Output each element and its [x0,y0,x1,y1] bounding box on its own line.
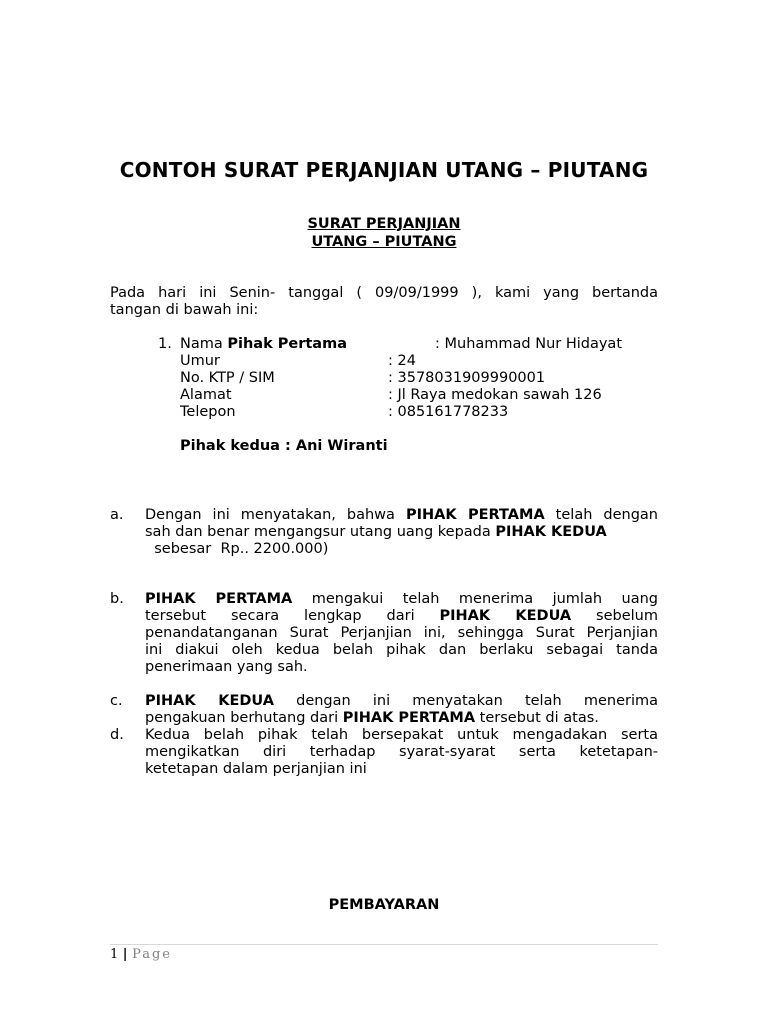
page-number: 1 [110,947,119,962]
clause-c-text: pengakuan berhutang dari [145,710,343,726]
clause-c-marker: c. [110,693,123,709]
clause-b-line-3: penandatanganan Surat Perjanjian ini, sehingga Surat Perjanjian [145,625,658,641]
clause-b-text: mengakui telah menerima jumlah uang [292,591,658,607]
intro-line-2: tangan di bawah ini: [110,302,259,318]
clause-b-bold: PIHAK PERTAMA [145,591,293,607]
subtitle-line-1: SURAT PERJANJIAN [307,216,461,232]
page-footer [110,947,172,962]
party-one-ktp-value: : 3578031909990001 [388,370,546,386]
clause-d-line-2: mengikatkan diri terhadap syarat-syarat serta ketetapan- [145,744,658,760]
clause-c-line-1 [145,693,658,710]
clause-b-bold: PIHAK KEDUA [439,608,572,624]
party-one-ktp-label: No. KTP / SIM [180,370,275,386]
clause-b-line-4: ini diakui oleh kedua belah pihak dan berlaku sebagai tanda [145,642,658,658]
intro-line-1: Pada hari ini Senin- tanggal ( 09/09/1999 ), kami yang bertanda [110,285,658,301]
party-one-age-label: Umur [180,353,220,369]
clause-a-bold: PIHAK PERTAMA [405,507,545,523]
clause-b-marker: b. [110,591,124,607]
document-title: CONTOH SURAT PERJANJIAN UTANG – PIUTANG [119,158,649,182]
clause-b-line-2 [145,608,658,625]
clause-b-text: tersebut secara lengkap dari [145,608,440,624]
clause-a-line-2 [145,524,607,541]
clause-c-text: dengan ini menyatakan telah menerima [273,693,658,709]
clause-a-line-3: sebesar Rp.. 2200.000) [145,541,329,557]
party-one-phone-value: : 085161778233 [388,404,509,420]
party-one-name-label [180,336,347,353]
clause-c-bold: PIHAK PERTAMA [342,710,476,726]
name-label-bold: Pihak Pertama [227,336,347,352]
clause-a-text: Dengan ini menyatakan, bahwa [145,507,406,523]
clause-a-text: telah dengan [544,507,658,523]
page-label: Page [132,947,172,962]
clause-c-line-2 [145,710,599,727]
clause-c-text: tersebut di atas. [475,710,599,726]
clause-d-line-3: ketetapan dalam perjanjian ini [145,761,367,777]
subtitle-line-2: UTANG – PIUTANG [311,234,457,250]
clause-d-line-1: Kedua belah pihak telah bersepakat untuk mengadakan serta [145,727,658,743]
clause-b-line-5: penerimaan yang sah. [145,659,308,675]
party-one-age-value: : 24 [388,353,416,369]
clause-a-marker: a. [110,507,124,523]
section-heading: PEMBAYARAN [328,897,440,913]
clause-c-bold: PIHAK KEDUA [145,693,274,709]
clause-a-line-1 [145,507,658,524]
clause-b-line-1 [145,591,658,608]
party-one-number: 1. [158,336,172,352]
party-two-line: Pihak kedua : Ani Wiranti [180,438,388,454]
name-label-prefix: Nama [180,336,228,352]
clause-d-marker: d. [110,727,124,743]
party-one-name-value: : Muhammad Nur Hidayat [435,336,622,352]
party-one-address-label: Alamat [180,387,232,403]
party-one-address-value: : Jl Raya medokan sawah 126 [388,387,602,403]
footer-divider [110,944,658,945]
clause-a-bold: PIHAK KEDUA [495,524,607,540]
clause-a-text: sah dan benar mengangsur utang uang kepada [145,524,496,540]
clause-b-text: sebelum [571,608,658,624]
footer-separator: | [118,947,133,962]
party-one-phone-label: Telepon [180,404,236,420]
